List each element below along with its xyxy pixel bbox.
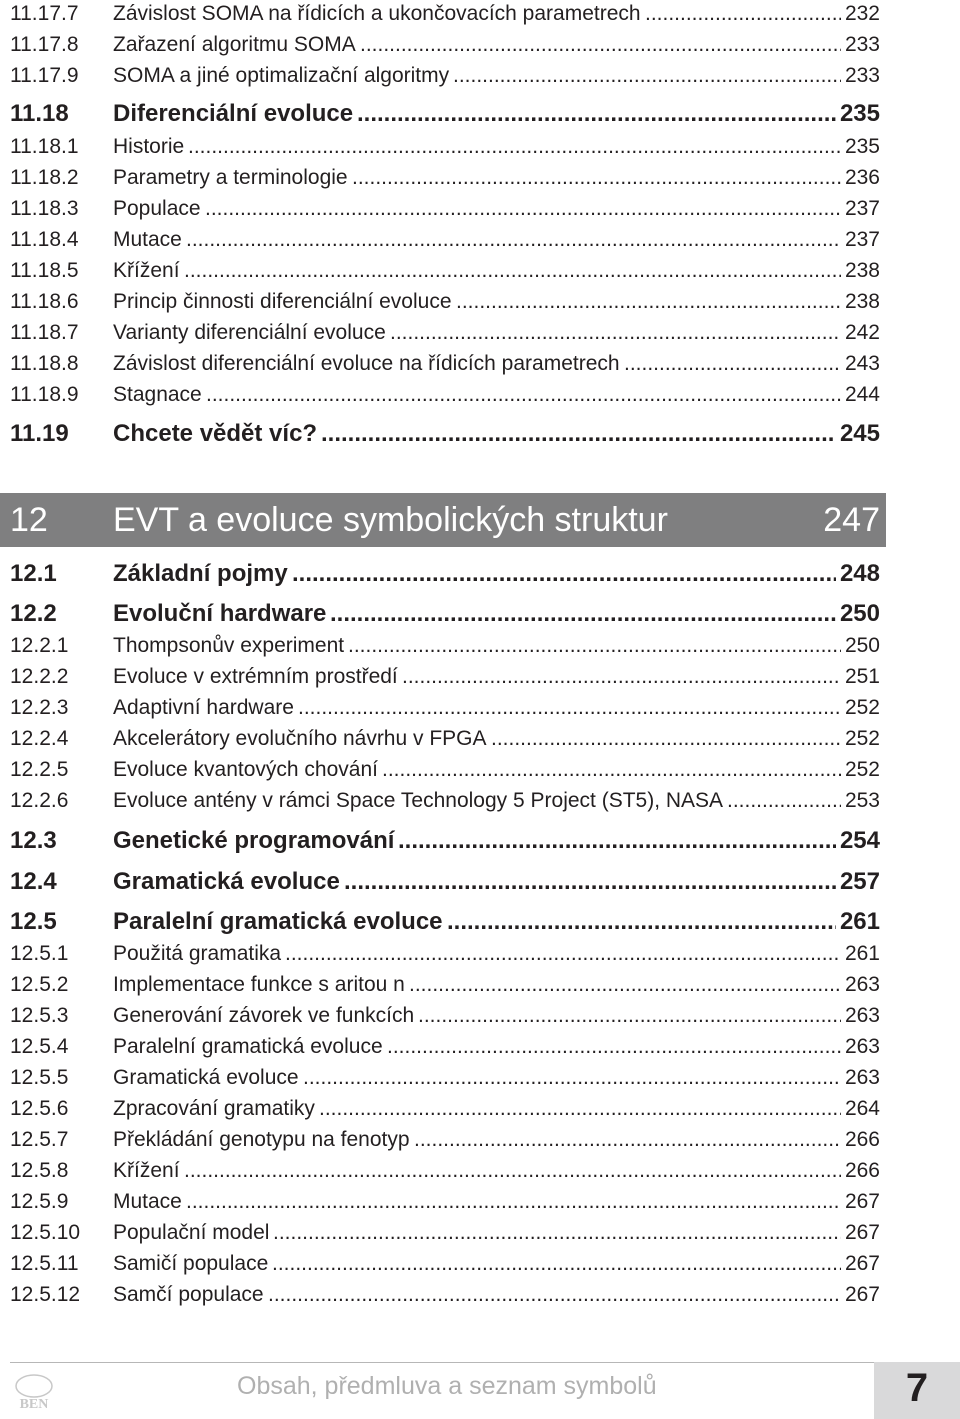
toc-entry-page: 252 [844,696,880,719]
toc-entry-number: 12.5.3 [10,1004,69,1027]
toc-entry-title: Základní pojmy [113,560,288,587]
toc-entry-number: 12.3 [10,827,57,854]
toc-entry-title: Evoluční hardware [113,600,327,627]
toc-entry[interactable] [0,1249,880,1279]
toc-entry-title: Chcete vědět víc? [113,420,318,447]
toc-entry[interactable] [0,905,880,939]
toc-entry-number: 12.5.2 [10,973,69,996]
dot-leader [357,97,836,131]
toc-entry[interactable] [0,786,880,816]
toc-entry-title: Evoluce antény v rámci Space Technology 5 Project (ST5), NASA [113,789,724,812]
footer-section-title: Obsah, předmluva a seznam symbolů [237,1372,657,1400]
toc-entry[interactable] [0,225,880,255]
dot-leader [645,0,841,29]
dot-leader [453,61,841,91]
dot-leader [418,1001,841,1031]
toc-entry-page: 236 [844,166,880,189]
toc-entry-page: 267 [844,1283,880,1306]
toc-entry-page: 237 [844,197,880,220]
toc-entry-title: Stagnace [113,383,202,406]
dot-leader [387,1032,841,1062]
toc-entry[interactable] [0,1063,880,1093]
toc-entry-title: Generování závorek ve funkcích [113,1004,415,1027]
toc-entry-number: 12.2 [10,600,57,627]
dot-leader [447,905,836,939]
toc-entry[interactable] [0,287,880,317]
toc-entry-title: Paralelní gramatická evoluce [113,908,443,935]
toc-entry-title: Akcelerátory evolučního návrhu v FPGA [113,727,487,750]
toc-entry-page: 252 [844,758,880,781]
toc-entry-title: SOMA a jiné optimalizační algoritmy [113,64,450,87]
toc-entry-number: 11.18.4 [10,228,79,251]
dot-leader [390,318,841,348]
toc-entry-number: 11.17.9 [10,64,79,87]
dot-leader [624,349,841,379]
dot-leader [414,1125,841,1155]
toc-entry-title: Samičí populace [113,1252,269,1275]
toc-entry-title: Použitá gramatika [113,942,282,965]
toc-entry[interactable] [0,1001,880,1031]
dot-leader [382,755,841,785]
toc-entry-number: 11.18.2 [10,166,79,189]
toc-entry[interactable] [0,970,880,1000]
dot-leader [268,1280,841,1310]
toc-entry-title: Samčí populace [113,1283,264,1306]
toc-entry-page: 264 [844,1097,880,1120]
toc-entry-page: 266 [844,1159,880,1182]
dot-leader [491,724,841,754]
svg-text:BEN: BEN [19,1397,49,1412]
dot-leader [321,417,836,451]
toc-entry-number: 12.4 [10,868,57,895]
toc-entry-number: 11.18.3 [10,197,79,220]
dot-leader [398,824,836,858]
toc-entry-title: Křížení [113,259,180,282]
toc-entry-number: 11.18.5 [10,259,79,282]
dot-leader [186,1187,841,1217]
toc-entry-number: 12.2.3 [10,696,69,719]
toc-entry[interactable] [0,557,880,591]
toc-entry-title: Princip činnosti diferenciální evoluce [113,290,452,313]
toc-entry-page: 238 [844,290,880,313]
dot-leader [402,662,841,692]
toc-entry-title: Překládání genotypu na fenotyp [113,1128,410,1151]
toc-entry[interactable] [0,939,880,969]
toc-entry[interactable] [0,163,880,193]
toc-entry-page: 250 [844,634,880,657]
toc-entry-page: 261 [844,942,880,965]
toc-entry[interactable] [0,61,880,91]
toc-entry-page: 235 [844,135,880,158]
toc-entry-number: 11.18.1 [10,135,79,158]
toc-entry-number: 12.5 [10,908,57,935]
dot-leader [348,631,841,661]
toc-entry-title: Zpracování gramatiky [113,1097,315,1120]
toc-entry-number: 12.5.12 [10,1283,81,1306]
toc-entry[interactable] [0,0,880,29]
toc-entry-title: Gramatická evoluce [113,868,340,895]
toc-entry[interactable] [0,724,880,754]
toc-entry-title: Varianty diferenciální evoluce [113,321,386,344]
toc-entry-number: 12.2.6 [10,789,69,812]
toc-entry-title: Implementace funkce s aritou n [113,973,405,996]
toc-entry[interactable] [0,662,880,692]
dot-leader [186,225,841,255]
toc-entry-page: 251 [844,665,880,688]
toc-entry-title: Historie [113,135,185,158]
dot-leader [352,163,841,193]
toc-entry-title: Adaptivní hardware [113,696,294,719]
toc-entry-number: 11.17.7 [10,2,79,25]
toc-entry[interactable] [0,417,880,451]
toc-entry[interactable] [0,132,880,162]
toc-entry-number: 11.18.9 [10,383,79,406]
toc-entry-number: 12.5.6 [10,1097,69,1120]
toc-entry-number: 12.2.1 [10,634,69,657]
toc-entry-number: 12.5.9 [10,1190,69,1213]
toc-entry-title: Evoluce v extrémním prostředí [113,665,398,688]
toc-entry-number: 12.2.5 [10,758,69,781]
toc-entry-title: Gramatická evoluce [113,1066,299,1089]
toc-entry-page: 263 [844,1035,880,1058]
toc-entry[interactable] [0,824,880,858]
toc-entry[interactable] [0,631,880,661]
toc-entry[interactable] [0,256,880,286]
dot-leader [273,1218,841,1248]
dot-leader [727,786,841,816]
toc-entry-title: Thompsonův experiment [113,634,345,657]
dot-leader [360,30,841,60]
toc-entry-page: 261 [839,908,880,935]
toc-entry-page: 252 [844,727,880,750]
toc-entry[interactable] [0,318,880,348]
dot-leader [205,194,841,224]
toc-entry-title: Zařazení algoritmu SOMA [113,33,356,56]
toc-entry[interactable] [0,1094,880,1124]
toc-entry-page: 254 [839,827,880,854]
toc-entry[interactable] [0,380,880,410]
toc-entry-number: 11.18.7 [10,321,79,344]
dot-leader [272,1249,841,1279]
toc-entry-title: Parametry a terminologie [113,166,348,189]
toc-entry-number: 11.18.6 [10,290,79,313]
toc-entry[interactable] [0,1156,880,1186]
toc-entry-number: 12.5.1 [10,942,69,965]
dot-leader [298,693,841,723]
dot-leader [409,970,841,1000]
toc-entry[interactable] [0,1032,880,1062]
toc-entry-number: 12.1 [10,560,57,587]
toc-entry-page: 267 [844,1221,880,1244]
dot-leader [184,1156,841,1186]
toc-entry-number: 12.5.4 [10,1035,69,1058]
toc-entry-number: 11.18 [10,100,69,127]
toc-entry-number: 12.5.7 [10,1128,69,1151]
toc-entry[interactable] [0,597,880,631]
toc-entry-page: 257 [839,868,880,895]
toc-entry-page: 250 [839,600,880,627]
toc-entry-page: 245 [839,420,880,447]
chapter-number: 12 [10,501,48,539]
toc-entry-page: 242 [844,321,880,344]
toc-entry[interactable] [0,97,880,131]
toc-entry-number: 11.17.8 [10,33,79,56]
toc-entry-number: 12.5.8 [10,1159,69,1182]
toc-entry-page: 263 [844,1066,880,1089]
toc-entry-page: 243 [844,352,880,375]
toc-entry-page: 266 [844,1128,880,1151]
toc-entry[interactable] [0,349,880,379]
dot-leader [292,557,836,591]
toc-entry-number: 12.2.4 [10,727,69,750]
dot-leader [456,287,841,317]
toc-entry[interactable] [0,30,880,60]
toc-entry-title: Závislost diferenciální evoluce na řídicích parametrech [113,352,620,375]
toc-entry-title: Křížení [113,1159,180,1182]
chapter-page: 247 [823,501,880,539]
toc-entry-title: Mutace [113,228,182,251]
publisher-logo-icon [10,1372,58,1414]
toc-entry-title: Mutace [113,1190,182,1213]
toc-entry-page: 263 [844,973,880,996]
dot-leader [319,1094,841,1124]
toc-entry[interactable] [0,1187,880,1217]
toc-entry-page: 253 [844,789,880,812]
toc-entry-page: 235 [839,100,880,127]
toc-entry[interactable] [0,194,880,224]
toc-entry-number: 11.18.8 [10,352,79,375]
dot-leader [184,256,841,286]
dot-leader [188,132,841,162]
toc-entry-page: 233 [844,64,880,87]
dot-leader [330,597,836,631]
dot-leader [303,1063,841,1093]
toc-entry-page: 237 [844,228,880,251]
toc-entry-page: 244 [844,383,880,406]
chapter-heading-bar [0,493,886,547]
dot-leader [285,939,841,969]
dot-leader [344,865,836,899]
toc-entry[interactable] [0,865,880,899]
toc-entry-page: 263 [844,1004,880,1027]
toc-entry-title: Diferenciální evoluce [113,100,354,127]
toc-entry-number: 11.19 [10,420,69,447]
toc-entry-page: 233 [844,33,880,56]
toc-entry-number: 12.5.10 [10,1221,81,1244]
toc-entry[interactable] [0,1218,880,1248]
chapter-title: EVT a evoluce symbolických struktur [113,501,668,539]
toc-entry-title: Populace [113,197,201,220]
toc-entry-number: 12.2.2 [10,665,69,688]
toc-entry-title: Paralelní gramatická evoluce [113,1035,383,1058]
toc-entry-page: 267 [844,1190,880,1213]
dot-leader [206,380,841,410]
toc-entry-number: 12.5.11 [10,1252,79,1275]
toc-entry-title: Závislost SOMA na řídicích a ukončovacích parametrech [113,2,641,25]
toc-entry-title: Evoluce kvantových chování [113,758,378,781]
page-number: 7 [905,1366,929,1410]
toc-entry-page: 238 [844,259,880,282]
toc-entry-title: Genetické programování [113,827,395,854]
toc-entry[interactable] [0,1280,880,1310]
footer-divider [10,1362,874,1363]
toc-entry[interactable] [0,1125,880,1155]
toc-entry-title: Populační model [113,1221,270,1244]
toc-entry[interactable] [0,693,880,723]
toc-entry[interactable] [0,755,880,785]
toc-entry-page: 248 [839,560,880,587]
toc-entry-page: 267 [844,1252,880,1275]
toc-entry-number: 12.5.5 [10,1066,69,1089]
toc-entry-page: 232 [844,2,880,25]
